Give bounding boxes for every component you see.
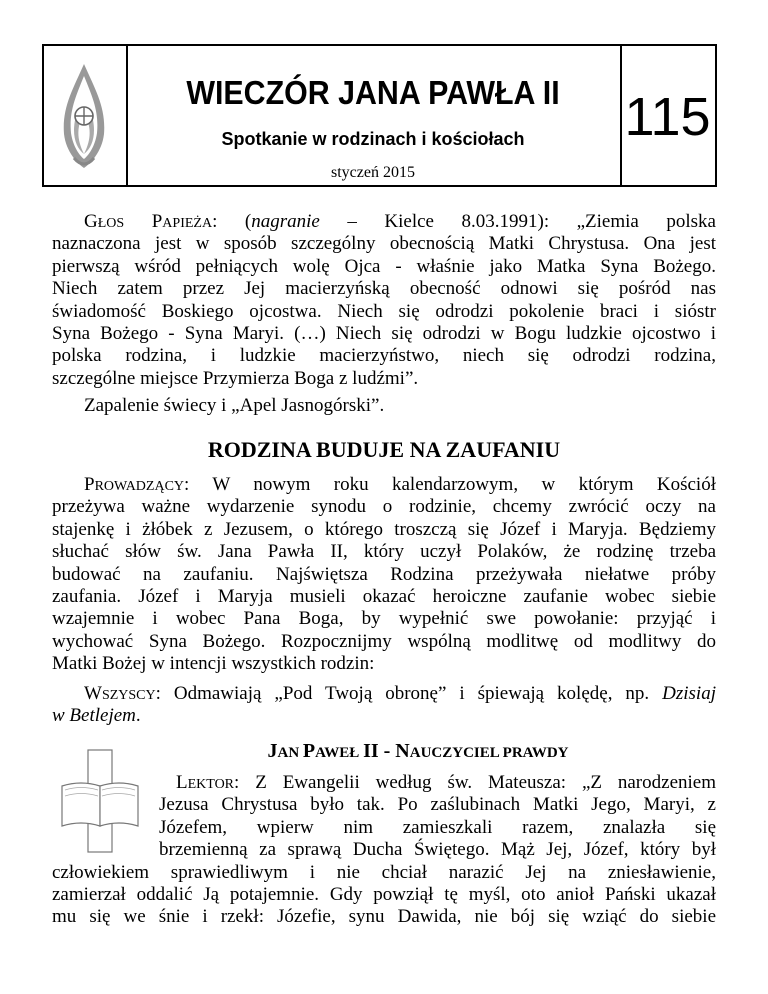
text-line: W nowym roku kalendarzowym, w którym Kościół (212, 474, 716, 495)
period: . (135, 705, 141, 727)
label2-rest: APIEŻA (162, 216, 213, 231)
label-initial: P (84, 474, 95, 495)
label2-initial: P (151, 211, 163, 232)
leader-line: przeżywa ważne wydarzenie synodu o rodzinie, chcemy zwrócić oczy na (52, 496, 716, 518)
pope-voice-line: naznaczona jest w sposób szczególny obecnością Matki Chrystusa. Ona jest (52, 233, 716, 255)
reader-line: Jezusa Chrystusa było tak. Po zaślubinach Matki Jego, Maryi, z (159, 794, 716, 816)
title-cell (126, 46, 622, 185)
heading-part: AN (277, 745, 303, 761)
text-line: : (nagranie – Kielce 8.03.1991): „Ziemia polska (212, 211, 716, 232)
bulletin-subtitle: Spotkanie w rodzinach i kościołach (221, 129, 525, 149)
candle-flame-logo-icon (44, 46, 126, 185)
leader-line: wzajemnie i wobec Pana Boga, by wypełnić swe powołanie: przyjąć i (52, 608, 716, 630)
label-initial: L (176, 772, 188, 793)
label-rest: EKTOR (187, 777, 235, 792)
leader-line: słuchać słów św. Jana Pawła II, który uczył Polaków, że rodzinę trzeba (52, 541, 716, 563)
reader-line (52, 772, 716, 794)
bulletin-title: WIECZÓR JANA PAWŁA II (186, 74, 560, 111)
text-line: : Z Ewangelii według św. Mateusza: „Z narodzeniem (234, 772, 716, 793)
leader-line: wychować Syna Bożego. Rozpocznijmy wspólną modlitwę od modlitwy do (52, 630, 716, 652)
pope-voice-line: pierwszą wśród pełniących wolę Ojca - właśnie jako Matka Syna Bożego. (52, 255, 716, 277)
leader-line: Matki Bożej w intencji wszystkich rodzin: (52, 653, 375, 675)
reader-line: brzemienną za sprawą Ducha Świętego. Mąż Jej, Józef, który był (159, 839, 716, 861)
all-line (52, 705, 716, 727)
reader-line: mu się we śnie i rzekł: Józefie, synu Dawida, nie bój się wziąć do siebie (52, 906, 716, 928)
heading-part: AWEŁ (315, 745, 364, 761)
all-paragraph (52, 683, 716, 728)
pope-voice-line: Niech zatem przez Jej macierzyńską obecność odnowi się pośród nas (52, 278, 716, 300)
reader-line: zamierzał oddalić Ją potajemnie. Gdy powziął tę myśl, oto anioł Pański ukazał (52, 883, 716, 905)
pope-voice-line: świadomość Boskiego ojcostwa. Niech się odrodzi pokolenie braci i sióstr (52, 300, 716, 322)
reader-line: człowiekiem sprawiedliwym i nie chciał narazić Jej na zniesławienie, (52, 861, 716, 883)
pope-voice-paragraph (52, 211, 716, 390)
reader-paragraph (52, 772, 716, 929)
label-rest: SZYSCY (101, 688, 156, 703)
leader-line: zaufania. Józef i Maryja musieli okazać heroiczne zaufanie wobec siebie (52, 585, 716, 607)
leader-line (52, 474, 716, 496)
carol-title: Dzisiaj (662, 683, 716, 704)
leader-line: budować na zaufaniu. Najświętsza Rodzina przeżywała niełatwe próby (52, 563, 716, 585)
leader-paragraph (52, 474, 716, 676)
issue-number: 115 (624, 87, 711, 147)
recording-word: nagranie (251, 211, 320, 232)
text-line: : Odmawiają „Pod Twoją obronę” i śpiewają kolędę, np. (155, 683, 663, 704)
label-rest: ROWADZĄCY (94, 479, 185, 494)
label-initial: W (84, 683, 102, 704)
pope-voice-line: polska rodzina, i ludzkie macierzyństwo, niech się odrodzi rodzina, (52, 345, 716, 367)
logo-cell (44, 46, 128, 185)
issue-number-cell (620, 46, 715, 185)
label-rest: ŁOS (97, 216, 125, 231)
label-initial: G (84, 211, 98, 232)
colon: : (184, 474, 190, 495)
bulletin-date: styczeń 2015 (331, 164, 415, 181)
candle-line: Zapalenie świecy i „Apel Jasnogórski”. (84, 395, 385, 416)
header-box (42, 44, 717, 187)
pope-voice-line: szczególne miejsce Przymierza Boga z ludźmi”. (52, 367, 419, 389)
heading-part: II - N (363, 740, 410, 762)
heading-part: P (302, 740, 316, 762)
leader-line: stajenkę i żłóbek z Jezusem, o którego troszczą się Józef i Maryja. Będziemy (52, 518, 716, 540)
pope-voice-line (52, 211, 716, 233)
section2-heading (120, 740, 716, 763)
heading-part: AUCZYCIEL PRAWDY (409, 745, 569, 761)
candle-paragraph (52, 395, 716, 417)
pope-voice-line: Syna Bożego - Syna Maryi. (…) Niech się odrodzi w Bogu ludzkie ojcostwo i (52, 322, 716, 344)
section-heading: RODZINA BUDUJE NA ZAUFANIU (207, 437, 561, 462)
reader-line: Józefem, wpierw nim zamieszkali razem, znalazła się (159, 816, 716, 838)
all-line (52, 683, 716, 705)
heading-part: J (267, 740, 278, 762)
carol-title: w Betlejem (52, 705, 136, 727)
